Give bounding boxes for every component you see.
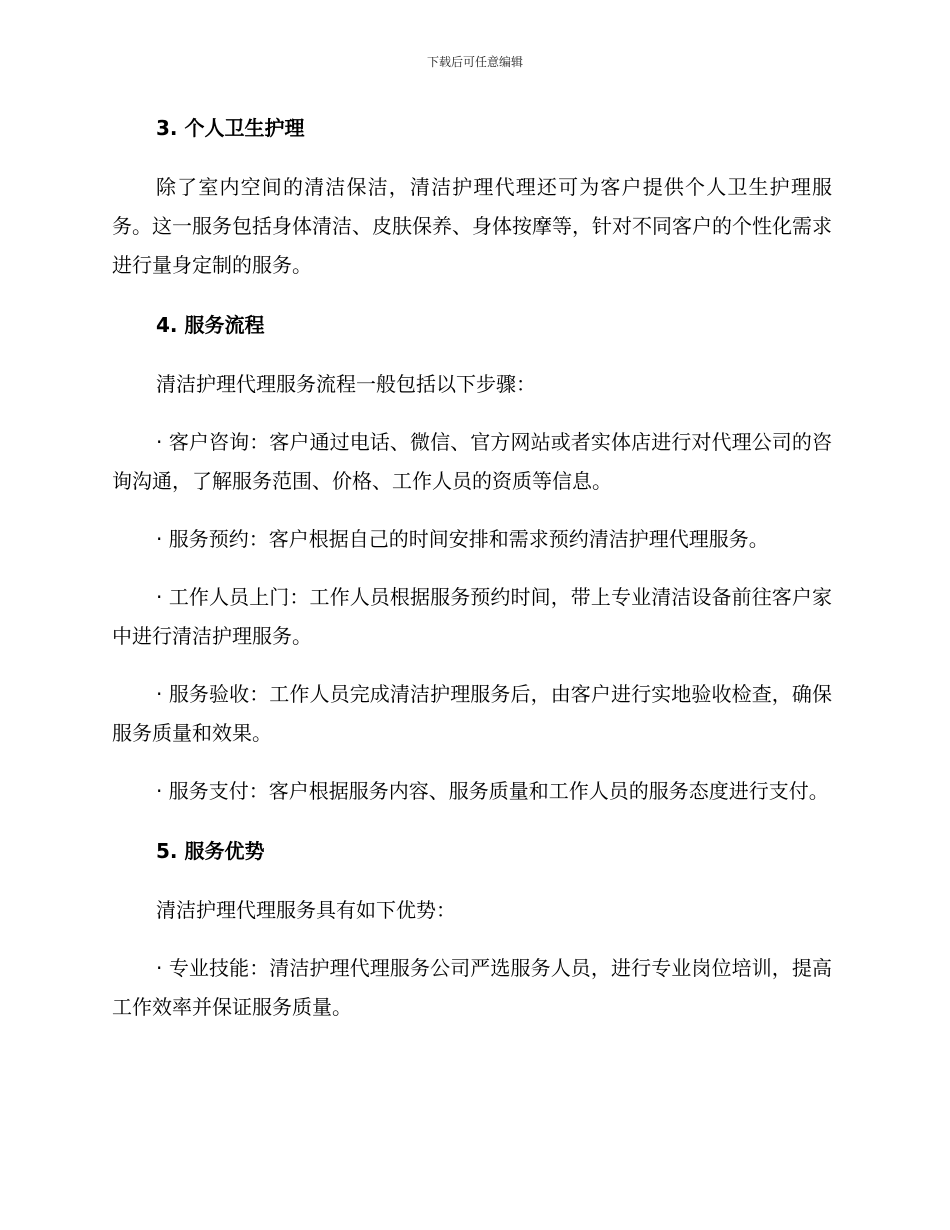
spacer (112, 753, 832, 772)
spacer (112, 404, 832, 423)
spacer (112, 559, 832, 578)
spacer (112, 871, 832, 891)
spacer (112, 148, 832, 168)
spacer (112, 345, 832, 365)
spacer (112, 656, 832, 675)
list-item-acceptance: · 服务验收：工作人员完成清洁护理服务后，由客户进行实地验收检查，确保服务质量和效果。 (112, 682, 832, 745)
paragraph-process-intro: 清洁护理代理服务流程一般包括以下步骤： (156, 372, 536, 396)
spacer (112, 811, 832, 831)
section-heading-personal-hygiene: 3. 个人卫生护理 (156, 116, 305, 140)
spacer (112, 285, 832, 305)
spacer (112, 930, 832, 949)
list-item-home-visit: · 工作人员上门：工作人员根据服务预约时间，带上专业清洁设备前往客户家中进行清洁护理服务。 (112, 585, 832, 648)
document-body (112, 108, 832, 1027)
page-header: 下载后可任意编辑 (426, 55, 523, 69)
section-heading-service-advantages: 5. 服务优势 (156, 839, 265, 863)
spacer (112, 501, 832, 520)
list-item-consultation: · 客户咨询：客户通过电话、微信、官方网站或者实体店进行对代理公司的咨询沟通，了解服务范围、价格、工作人员的资质等信息。 (112, 430, 832, 493)
list-item-payment: · 服务支付：客户根据服务内容、服务质量和工作人员的服务态度进行支付。 (156, 779, 829, 803)
list-item-professional-skills: · 专业技能：清洁护理代理服务公司严选服务人员，进行专业岗位培训，提高工作效率并保证服务质量。 (112, 956, 832, 1019)
paragraph-advantages-intro: 清洁护理代理服务具有如下优势： (156, 898, 456, 922)
section-heading-service-process: 4. 服务流程 (156, 313, 265, 337)
paragraph-personal-hygiene: 除了室内空间的清洁保洁，清洁护理代理还可为客户提供个人卫生护理服务。这一服务包括身体清洁、皮肤保养、身体按摩等，针对不同客户的个性化需求进行量身定制的服务。 (112, 175, 832, 277)
list-item-booking: · 服务预约：客户根据自己的时间安排和需求预约清洁护理代理服务。 (156, 527, 769, 551)
